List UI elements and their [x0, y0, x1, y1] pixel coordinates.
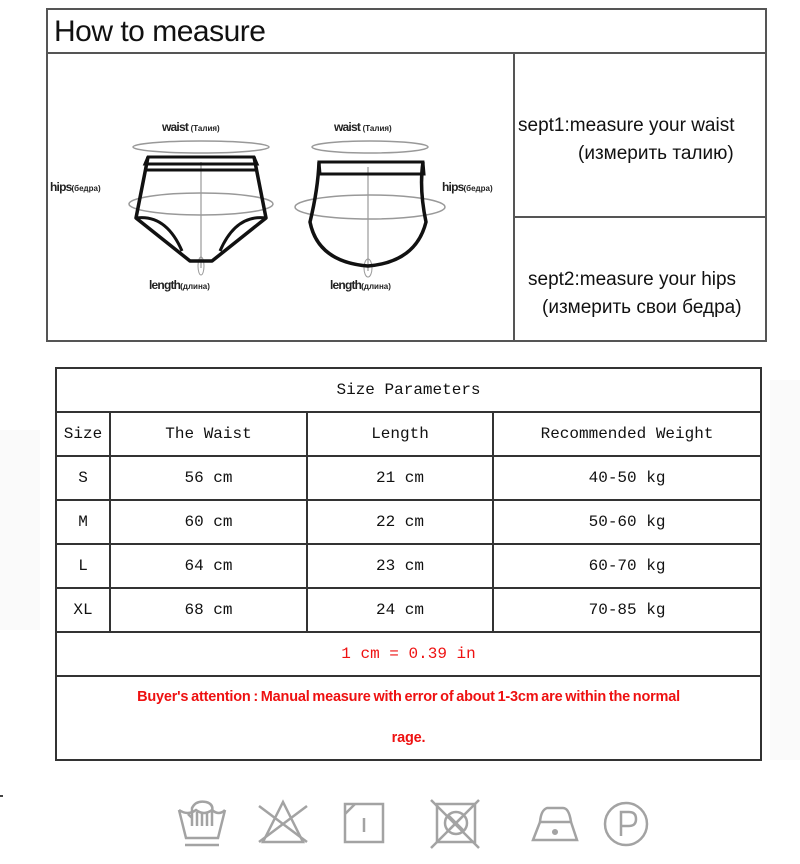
background-shape: [770, 380, 800, 760]
length-label: length(длина): [149, 278, 210, 292]
waist-cell: 64 cm: [110, 544, 307, 588]
waist-label: waist (Талия): [162, 120, 220, 134]
step-instruction: sept1:measure your waist: [518, 115, 735, 136]
buyer-attention-note-cont: rage.: [391, 730, 426, 746]
length-label: length(длина): [330, 278, 391, 292]
weight-cell: 50-60 kg: [493, 500, 761, 544]
column-header-weight: Recommended Weight: [493, 412, 761, 456]
waist-cell: 60 cm: [110, 500, 307, 544]
step-hips: [515, 218, 765, 340]
unit-conversion-note: 1 cm = 0.39 in: [56, 632, 761, 676]
weight-cell: 40-50 kg: [493, 456, 761, 500]
step-waist: [515, 54, 765, 218]
size-cell: XL: [56, 588, 110, 632]
column-header-length: Length: [307, 412, 493, 456]
step-instruction: sept2:measure your hips: [528, 269, 737, 290]
table-header-row: [56, 412, 761, 456]
background-shape: [0, 430, 40, 630]
column-header-size: Size: [56, 412, 110, 456]
column-header-waist: The Waist: [110, 412, 307, 456]
waist-label: waist (Талия): [334, 120, 392, 134]
no-tumble-dry-icon: [427, 796, 483, 852]
care-instructions: [0, 796, 800, 856]
waist-cell: 68 cm: [110, 588, 307, 632]
step-instruction-ru: (измерить свои бедра): [542, 297, 742, 318]
brief-diagram-icon: [48, 54, 515, 344]
table-row: [56, 588, 761, 632]
size-parameters-table: [55, 367, 762, 761]
hips-label: hips(бедра): [50, 180, 101, 194]
table-row: [56, 544, 761, 588]
weight-cell: 60-70 kg: [493, 544, 761, 588]
weight-cell: 70-85 kg: [493, 588, 761, 632]
length-cell: 24 cm: [307, 588, 493, 632]
table-row: [56, 456, 761, 500]
step-instruction-ru: (измерить талию): [578, 143, 734, 164]
hand-wash-icon: [174, 796, 230, 852]
length-cell: 22 cm: [307, 500, 493, 544]
buyer-attention-note: Buyer's attention : Manual measure with error of about 1-3cm are within the normal: [137, 689, 680, 705]
hips-label: hips(бедра): [442, 180, 493, 194]
waist-cell: 56 cm: [110, 456, 307, 500]
length-cell: 23 cm: [307, 544, 493, 588]
size-cell: S: [56, 456, 110, 500]
buyer-attention-cell: [56, 676, 761, 760]
section-title: How to measure: [48, 10, 765, 54]
how-to-measure-panel: [46, 8, 767, 342]
size-cell: M: [56, 500, 110, 544]
size-cell: L: [56, 544, 110, 588]
line-dry-icon: [337, 796, 393, 852]
length-cell: 21 cm: [307, 456, 493, 500]
measurement-diagram: [48, 54, 515, 340]
dry-clean-p-icon: [598, 796, 654, 852]
table-row: [56, 500, 761, 544]
no-bleach-icon: [255, 796, 311, 852]
table-title: Size Parameters: [56, 368, 761, 412]
iron-low-icon: [527, 796, 583, 852]
